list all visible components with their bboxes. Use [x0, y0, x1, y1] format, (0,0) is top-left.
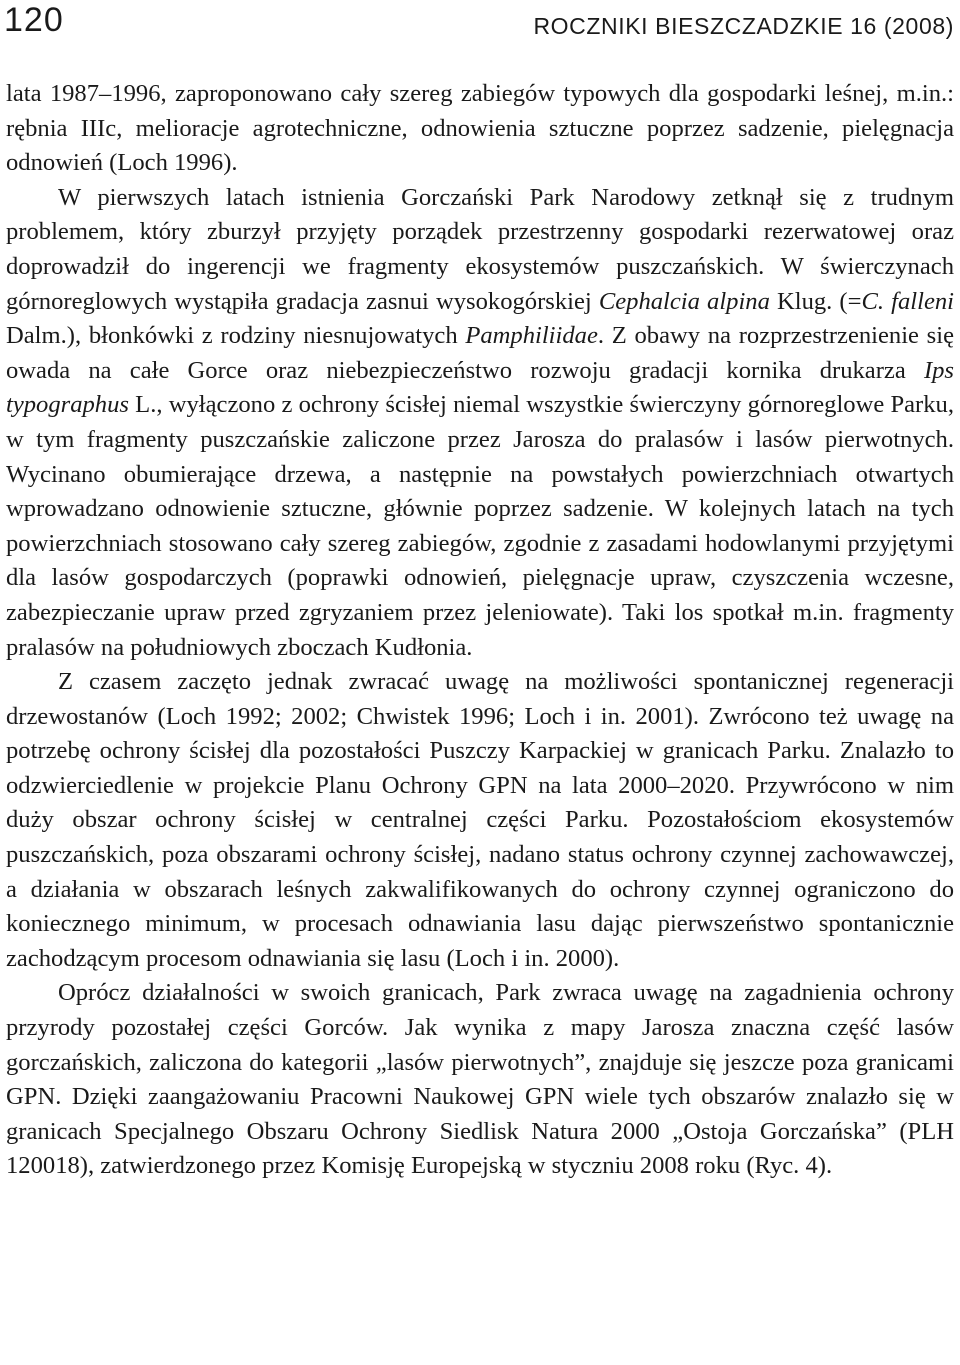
paragraph [6, 976, 954, 1184]
paragraph [6, 77, 954, 181]
paragraph [6, 181, 954, 665]
text-run: Z czasem zaczęto jednak zwracać uwagę na możliwości spontanicznej regeneracji drzewostanów (Loch 1992; 2002; Chwistek 1996; Loch i in. 2001). Zwrócono też uwagę na potrzebę ochrony ścisłej dla pozostałości Puszczy Karpackiej w granicach Parku. Znalazło to odzwierciedlenie w projekcie Planu Ochrony GPN na lata 2000–2020. Przywrócono w nim duży obszar ochrony ścisłej w centralnej części Parku. Pozostałościom ekosystemów puszczańskich, poza obszarami ochrony ścisłej, nadano status ochrony czynnej zachowawczej, a działania w obszarach leśnych zakwalifikowanych do ochrony czynnej ograniczono do koniecznego minimum, w procesach odnawiania lasu dając pierwszeństwo spontanicznie zachodzącym procesom odnawiania się lasu (Loch i in. 2000). [6, 668, 954, 972]
page-header [0, 0, 960, 50]
paragraph [6, 665, 954, 976]
text-run: . Z obawy na rozprzestrzenienie się owada na całe Gorce oraz niebezpieczeństwo rozwoju gradacji kornika drukarza [6, 322, 954, 384]
italic-species-name: Pamphiliidae [465, 322, 598, 350]
text-run: lata 1987–1996, zaproponowano cały szereg zabiegów typowych dla gospodarki leśnej, m.in.: rębnia IIIc, melioracje agrotechniczne, odnowienia sztuczne poprzez sadzenie, pielęgnacja odnowień (Loch 1996). [6, 80, 954, 177]
italic-species-name: Cephalcia alpina [598, 287, 770, 315]
text-run: Klug. (= [769, 287, 862, 315]
running-head: ROCZNIKI BIESZCZADZKIE 16 (2008) [533, 13, 954, 39]
page-number: 120 [4, 1, 64, 39]
article-body [6, 77, 954, 1184]
text-run: Dalm.), błonkówki z rodziny niesnujowatych [6, 322, 466, 350]
text-run: L., wyłączono z ochrony ścisłej niemal wszystkie świerczyny górnoreglowe Parku, w tym fragmenty puszczańskie zaliczone przez Jarosza do pralasów i lasów pierwotnych. Wycinano obumierające drzewa, a następnie na powstałych powierzchniach otwartych wprowadzano odnowienie sztuczne, głównie poprzez sadzenie. W kolejnych latach na tych powierzchniach stosowano cały szereg zabiegów, zgodnie z zasadami hodowlanymi przyjętymi dla lasów gospodarczych (poprawki odnowień, pielęgnacje upraw, czyszczenia wczesne, zabezpieczanie upraw przed zgryzaniem przez jeleniowate). Taki los spotkał m.in. fragmenty pralasów na południowych zboczach Kudłonia. [6, 391, 954, 661]
text-run: Oprócz działalności w swoich granicach, Park zwraca uwagę na zagadnienia ochrony przyrody pozostałej części Gorców. Jak wynika z mapy Jarosza znaczna część lasów gorczańskich, zaliczona do kategorii „lasów pierwotnych”, znajduje się jeszcze poza granicami GPN. Dzięki zaangażowaniu Pracowni Naukowej GPN wiele tych obszarów znalazło się w granicach Specjalnego Obszaru Ochrony Siedlisk Natura 2000 „Ostoja Gorczańska” (PLH 120018), zatwierdzonego przez Komisję Europejską w styczniu 2008 roku (Ryc. 4). [6, 979, 954, 1180]
text-run: W pierwszych latach istnienia Gorczański Park Narodowy zetknął się z trudnym problemem, który zburzył przyjęty porządek przestrzenny gospodarki rezerwatowej oraz doprowadził do ingerencji we fragmenty ekosystemów puszczańskich. W świerczynach górnoreglowych wystąpiła gradacja zasnui wysokogórskiej [6, 183, 954, 315]
italic-species-name: C. falleni [861, 287, 954, 315]
italic-species-name: Ips typographus [6, 356, 954, 419]
